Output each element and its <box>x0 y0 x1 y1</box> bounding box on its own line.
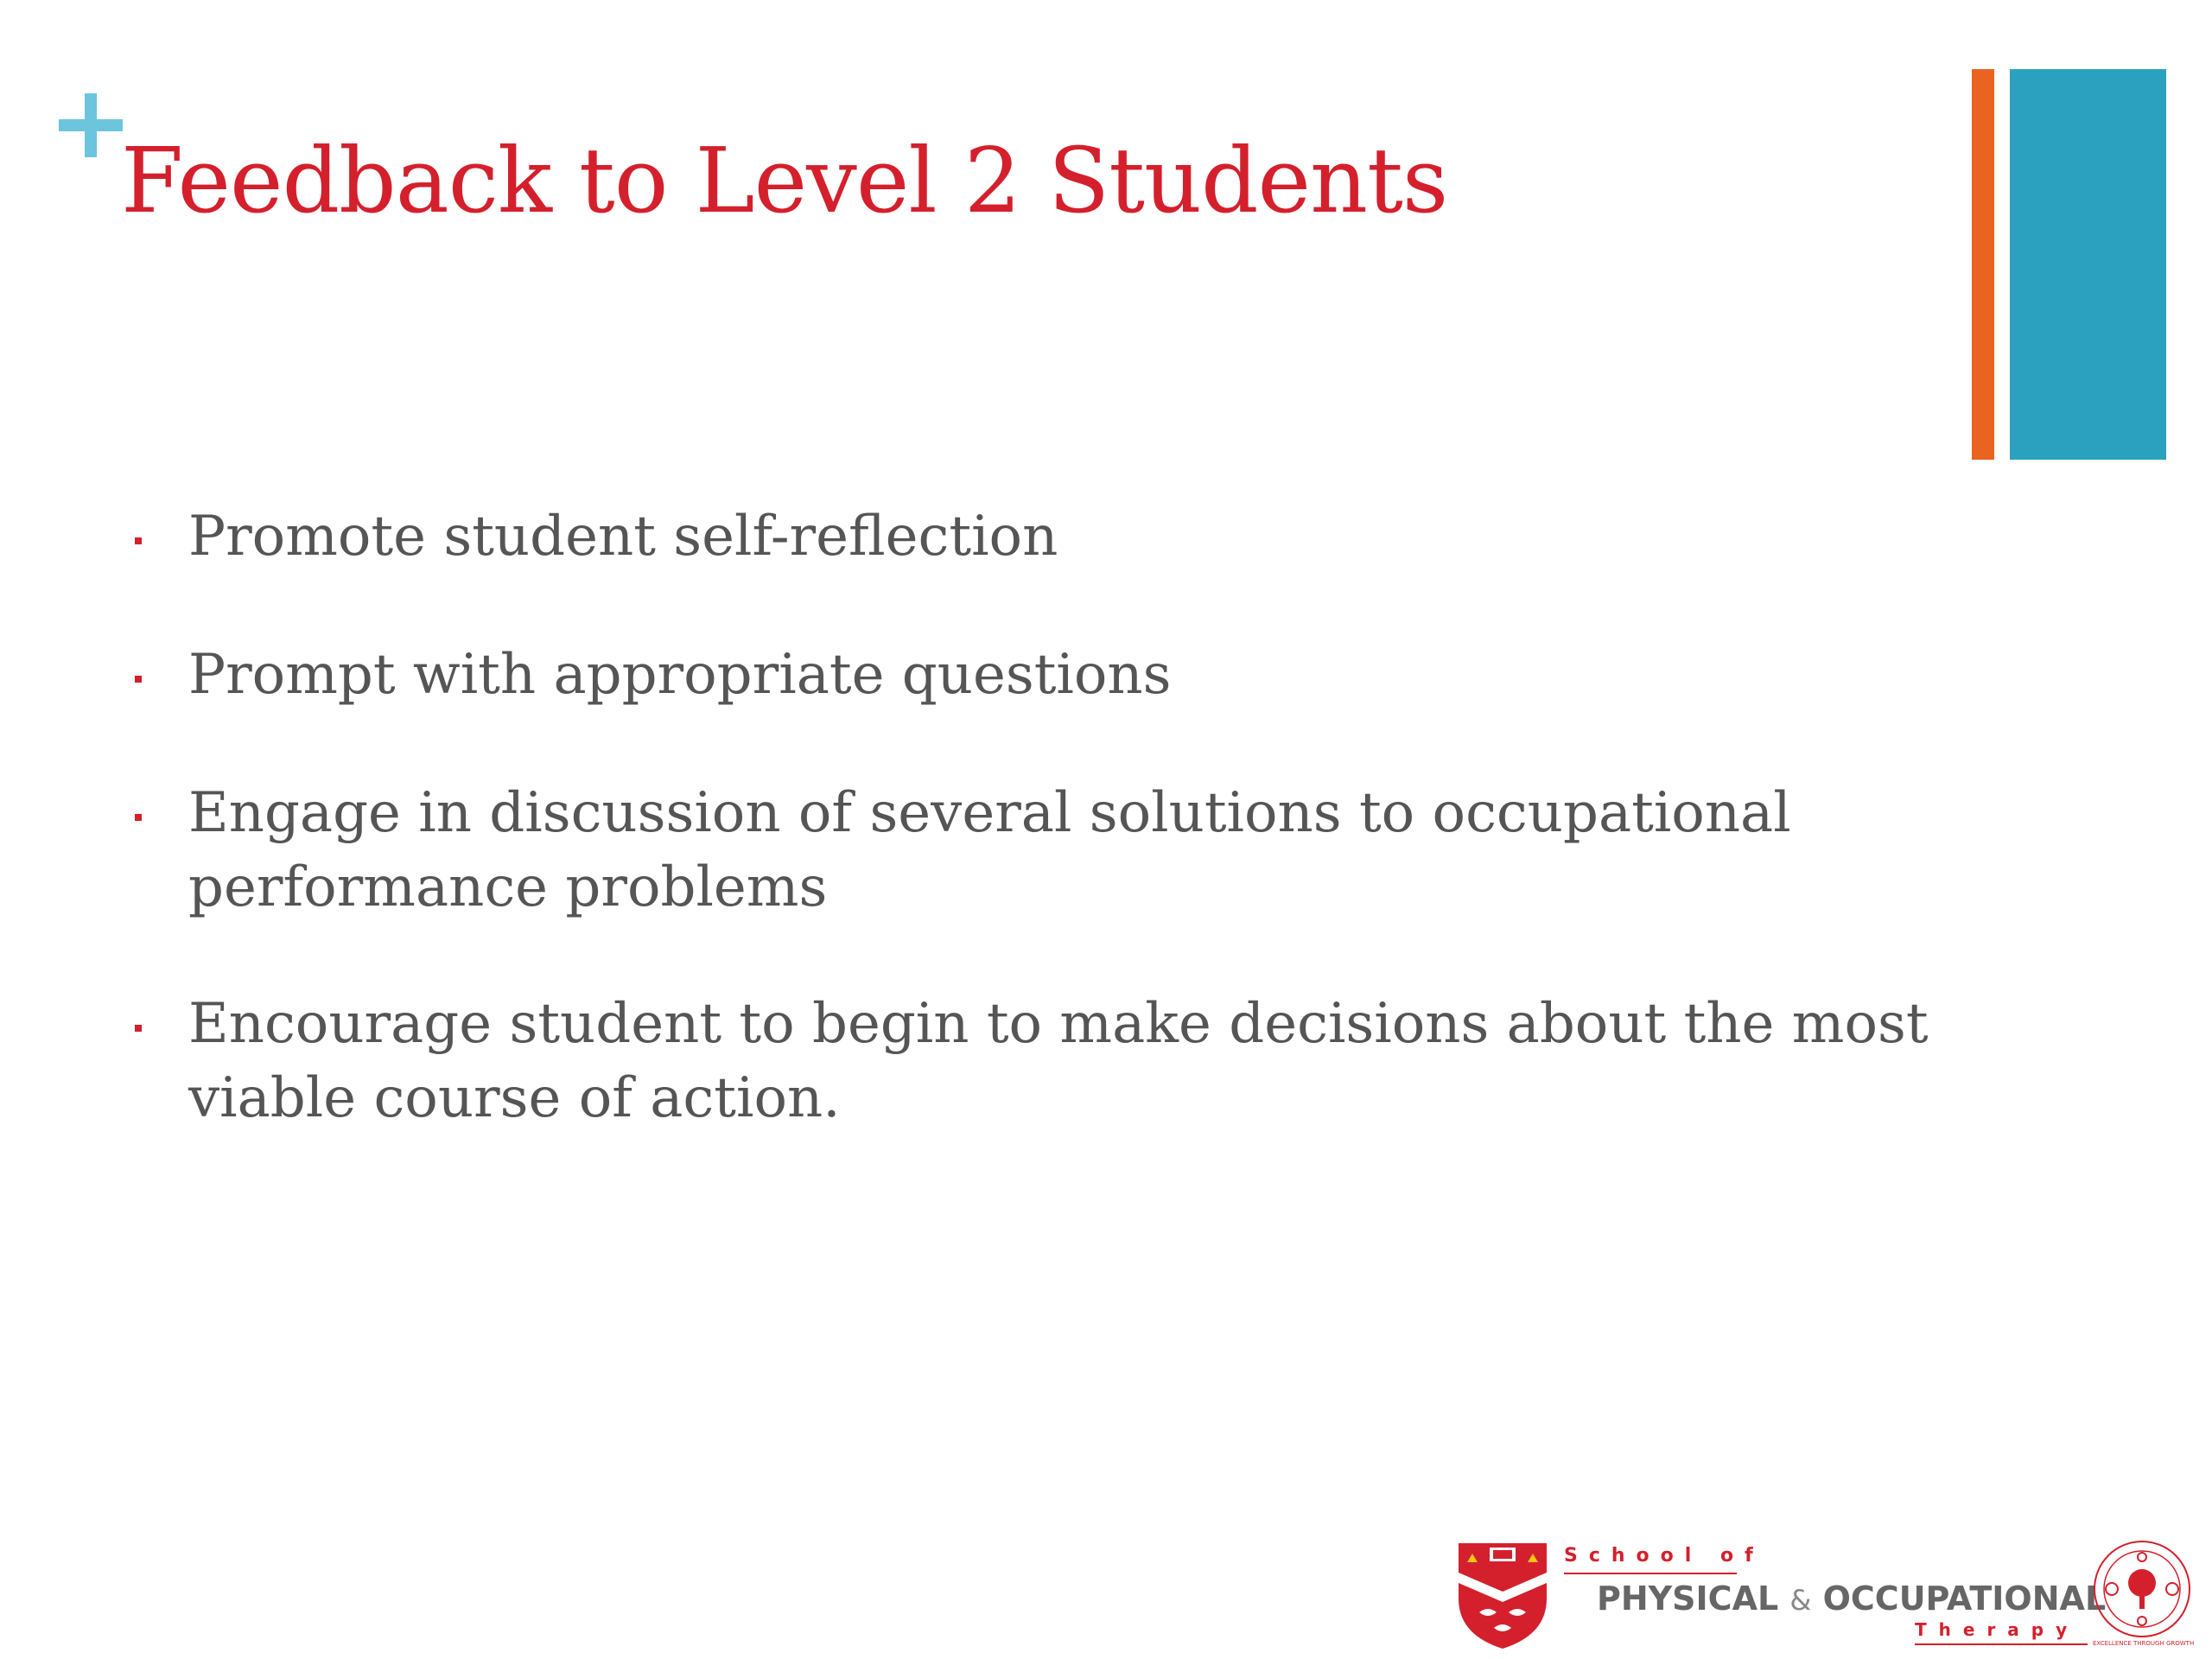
logo-rule <box>1564 1573 1737 1574</box>
orange-accent-bar <box>1972 69 1994 460</box>
logo-rule <box>1915 1643 2088 1645</box>
teal-accent-bar <box>2010 69 2166 460</box>
therapy-label: Therapy <box>1915 1619 2080 1640</box>
plus-icon <box>59 93 123 157</box>
bullet-item: Engage in discussion of several solutions to occupational performance problems <box>188 781 1791 919</box>
bullet-item: Prompt with appropriate questions <box>188 643 1172 707</box>
seal-caption: EXCELLENCE THROUGH GROWTH <box>2093 1640 2195 1647</box>
bullet-marker <box>135 537 142 544</box>
bullet-marker <box>135 676 142 683</box>
bullet-marker <box>135 814 142 821</box>
ampersand: & <box>1789 1584 1812 1617</box>
bullet-marker <box>135 1025 142 1032</box>
slide-title: Feedback to Level 2 Students <box>121 128 1448 233</box>
school-logo <box>1443 1529 2203 1659</box>
bullet-item: Promote student self-reflection <box>188 505 1058 569</box>
occupational-label: OCCUPATIONAL <box>1822 1580 2107 1618</box>
program-name <box>1597 1580 2106 1618</box>
bullet-item: Encourage student to begin to make decisions about the most viable course of action. <box>188 992 1929 1130</box>
school-of-label: School of <box>1564 1545 1764 1567</box>
mcgill-shield-logo <box>1455 1538 1550 1652</box>
school-seal-logo <box>2091 1538 2193 1640</box>
physical-label: PHYSICAL <box>1597 1580 1779 1618</box>
